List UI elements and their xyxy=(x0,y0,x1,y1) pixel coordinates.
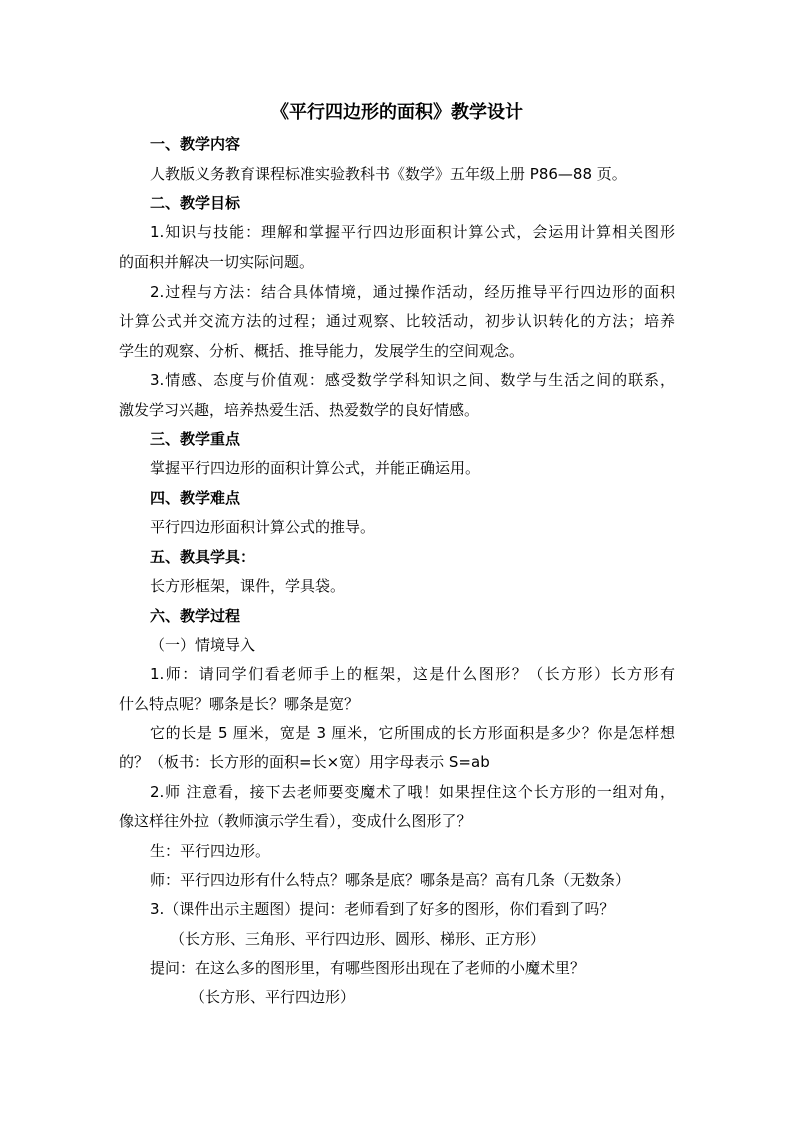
paragraph-line: 3.（课件出示主题图）提问：老师看到了好多的图形，你们看到了吗？ xyxy=(150,900,615,918)
heading-key-points: 三、教学重点 xyxy=(150,430,241,448)
paragraph-line: 1.师：请同学们看老师手上的框架，这是什么图形？（长方形）长方形有 xyxy=(150,665,675,683)
paragraph-line: 学生的观察、分析、概括、推导能力，发展学生的空间观念。 xyxy=(119,342,525,360)
paragraph-line: 的面积并解决一切实际问题。 xyxy=(119,253,315,271)
paragraph-teaching-tools: 长方形框架，课件，学具袋。 xyxy=(150,577,346,595)
paragraph-line: 的？（板书：长方形的面积=长×宽）用字母表示 S=ab xyxy=(119,753,490,771)
heading-teaching-process: 六、教学过程 xyxy=(150,607,241,625)
paragraph-line: 什么特点呢？哪条是长？哪条是宽？ xyxy=(119,695,360,713)
paragraph-line: 2.师 注意看，接下去老师要变魔术了哦！如果捏住这个长方形的一组对角， xyxy=(150,783,675,801)
heading-teaching-objectives: 二、教学目标 xyxy=(150,194,241,212)
paragraph-line: 像这样往外拉（教师演示学生看），变成什么图形了？ xyxy=(119,812,472,830)
subheading-scenario-intro: （一）情境导入 xyxy=(150,636,256,654)
paragraph-line: 2.过程与方法：结合具体情境，通过操作活动，经历推导平行四边形的面积 xyxy=(150,283,675,301)
paragraph-line: 它的长是 5 厘米，宽是 3 厘米，它所围成的长方形面积是多少？你是怎样想 xyxy=(150,724,675,742)
paragraph-line: 师：平行四边形有什么特点？哪条是底？哪条是高？高有几条（无数条） xyxy=(150,871,631,889)
paragraph-line: 生：平行四边形。 xyxy=(150,842,271,860)
heading-teaching-content: 一、教学内容 xyxy=(150,135,241,153)
paragraph-line: （长方形、三角形、平行四边形、圆形、梯形、正方形） xyxy=(170,930,546,948)
paragraph-key-points: 掌握平行四边形的面积计算公式，并能正确运用。 xyxy=(150,459,481,477)
paragraph-line: 激发学习兴趣，培养热爱生活、热爱数学的良好情感。 xyxy=(119,401,480,419)
paragraph-line: 1.知识与技能：理解和掌握平行四边形面积计算公式，会运用计算相关图形 xyxy=(150,223,675,241)
paragraph-line: 计算公式并交流方法的过程；通过观察、比较活动，初步认识转化的方法；培养 xyxy=(119,312,675,330)
paragraph-difficulties: 平行四边形面积计算公式的推导。 xyxy=(150,518,376,536)
paragraph-line: （长方形、平行四边形） xyxy=(190,988,356,1006)
paragraph-teaching-content: 人教版义务教育课程标准实验教科书《数学》五年级上册 P86—88 页。 xyxy=(150,165,627,183)
heading-teaching-tools: 五、教具学具： xyxy=(150,548,256,566)
paragraph-line: 3.情感、态度与价值观：感受数学学科知识之间、数学与生活之间的联系， xyxy=(150,371,675,389)
document-title: 《平行四边形的面积》教学设计 xyxy=(271,102,523,123)
paragraph-line: 提问：在这么多的图形里，有哪些图形出现在了老师的小魔术里？ xyxy=(150,959,586,977)
heading-difficulties: 四、教学难点 xyxy=(150,489,241,507)
